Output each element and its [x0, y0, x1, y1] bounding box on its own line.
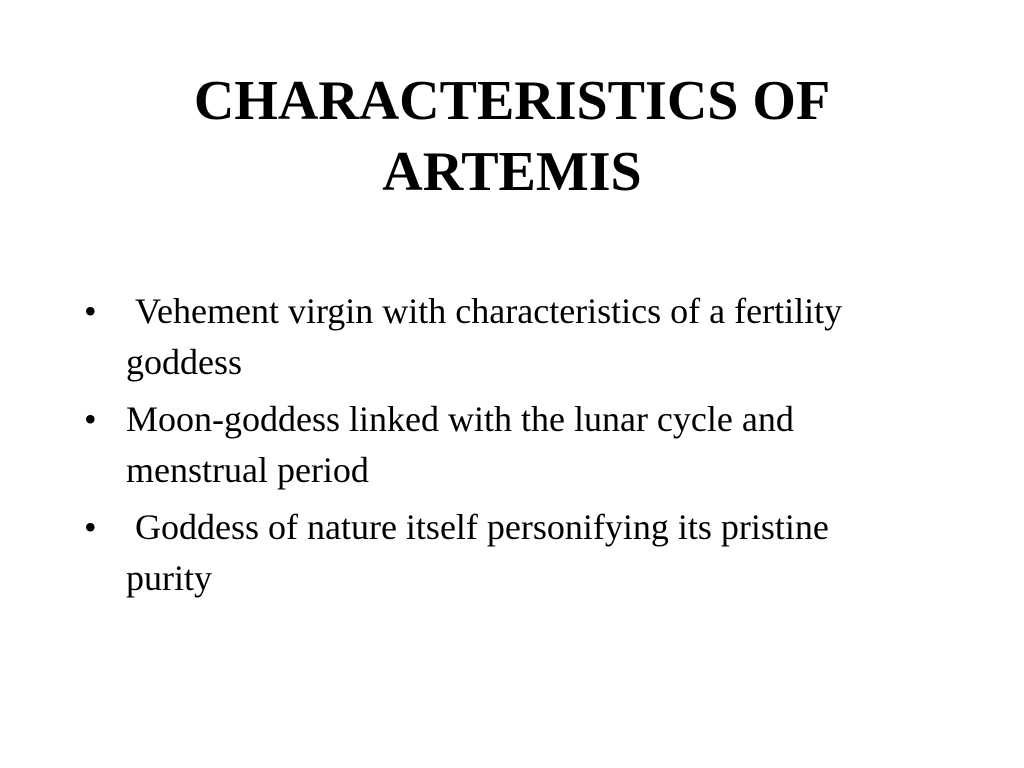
bullet-item-1 — [84, 286, 914, 388]
bullet-text-2: Moon-goddess linked with the lunar cycle and menstrual period — [126, 399, 803, 490]
bullet-item-2 — [84, 394, 914, 496]
title-line-2: ARTEMIS — [382, 141, 642, 203]
bullet-item-3 — [84, 502, 914, 604]
slide-title — [80, 66, 944, 208]
bullet-marker-icon: • — [84, 507, 97, 547]
title-line-1: CHARACTERISTICS OF — [193, 70, 831, 132]
bullet-list — [84, 286, 914, 610]
bullet-text-3: Goddess of nature itself personifying its pristine purity — [126, 507, 838, 598]
bullet-marker-icon: • — [84, 291, 97, 331]
bullet-text-1: Vehement virgin with characteristics of a fertility goddess — [126, 291, 852, 382]
bullet-marker-icon: • — [84, 399, 97, 439]
